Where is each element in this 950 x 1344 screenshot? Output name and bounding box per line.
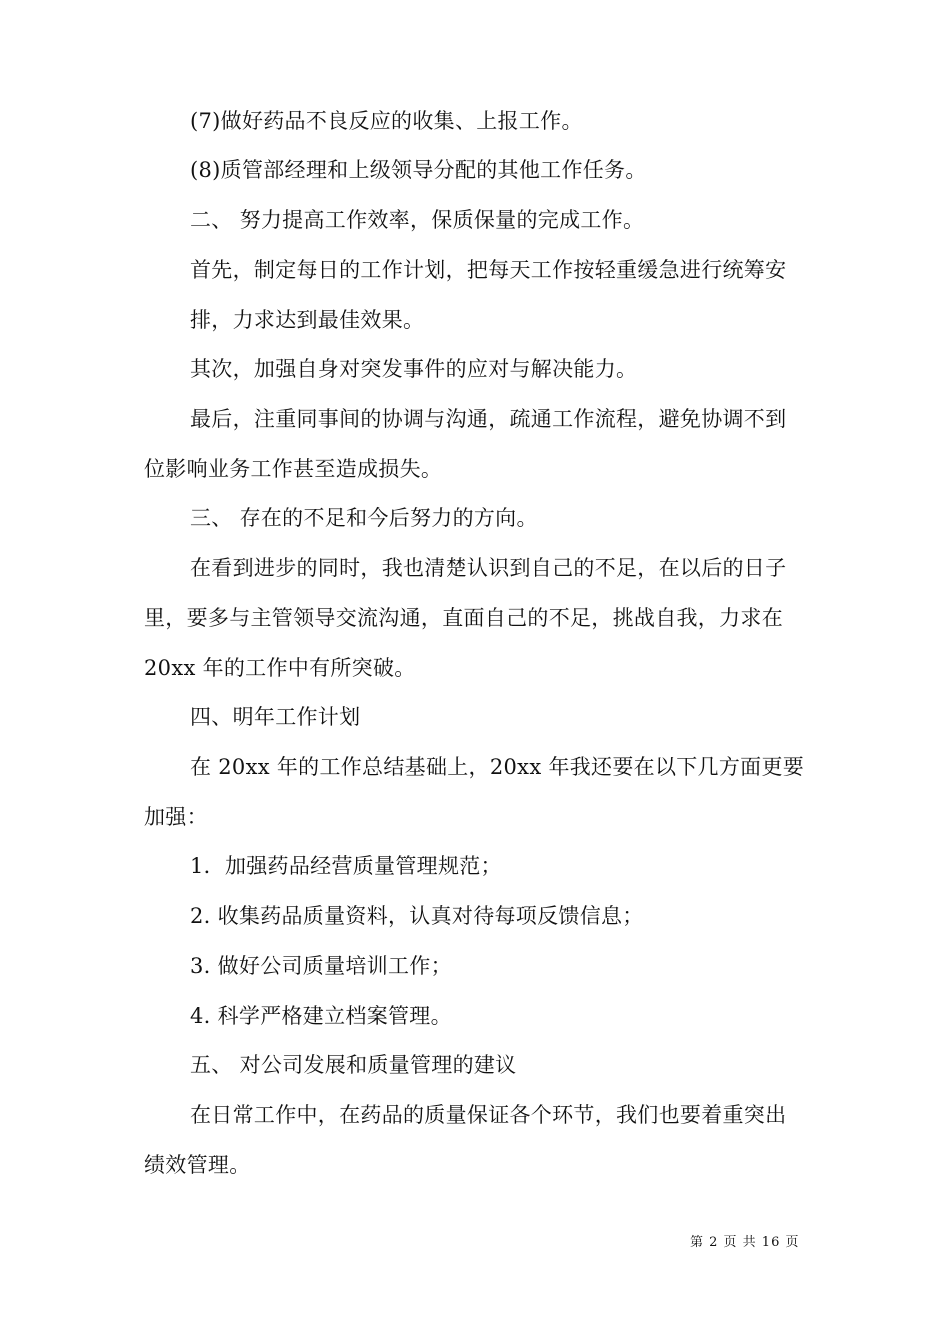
text-line: 在 20xx 年的工作总结基础上，20xx 年我还要在以下几方面更要 [190, 755, 805, 779]
page-number-footer: 第 2 页 共 16 页 [690, 1235, 800, 1250]
text-line: 位影响业务工作甚至造成损失。 [144, 457, 443, 481]
list-item: 2. 收集药品质量资料，认真对待每项反馈信息； [190, 904, 644, 928]
list-item: 3. 做好公司质量培训工作； [190, 954, 452, 978]
text-line: 在看到进步的同时，我也清楚认识到自己的不足，在以后的日子 [190, 556, 787, 580]
section-heading: 二、 努力提高工作效率，保质保量的完成工作。 [190, 208, 645, 232]
text-line: 其次，加强自身对突发事件的应对与解决能力。 [190, 357, 638, 381]
section-heading: 五、 对公司发展和质量管理的建议 [190, 1053, 517, 1077]
text-line: (7)做好药品不良反应的收集、上报工作。 [190, 109, 583, 133]
section-heading: 三、 存在的不足和今后努力的方向。 [190, 506, 538, 530]
text-line: 绩效管理。 [144, 1153, 251, 1177]
text-line: 在日常工作中，在药品的质量保证各个环节，我们也要着重突出 [190, 1103, 787, 1127]
section-heading: 四、明年工作计划 [190, 705, 361, 729]
text-line: 加强： [144, 805, 208, 829]
text-line: 首先，制定每日的工作计划，把每天工作按轻重缓急进行统筹安 [190, 258, 787, 282]
text-line: 20xx 年的工作中有所突破。 [144, 656, 416, 680]
list-item: 1．加强药品经营质量管理规范； [190, 854, 502, 878]
text-line: 最后，注重同事间的协调与沟通，疏通工作流程，避免协调不到 [190, 407, 787, 431]
list-item: 4. 科学严格建立档案管理。 [190, 1004, 452, 1028]
text-line: 里，要多与主管领导交流沟通，直面自己的不足，挑战自我，力求在 [144, 606, 783, 630]
text-line: (8)质管部经理和上级领导分配的其他工作任务。 [190, 158, 647, 182]
text-line: 排，力求达到最佳效果。 [190, 308, 425, 332]
